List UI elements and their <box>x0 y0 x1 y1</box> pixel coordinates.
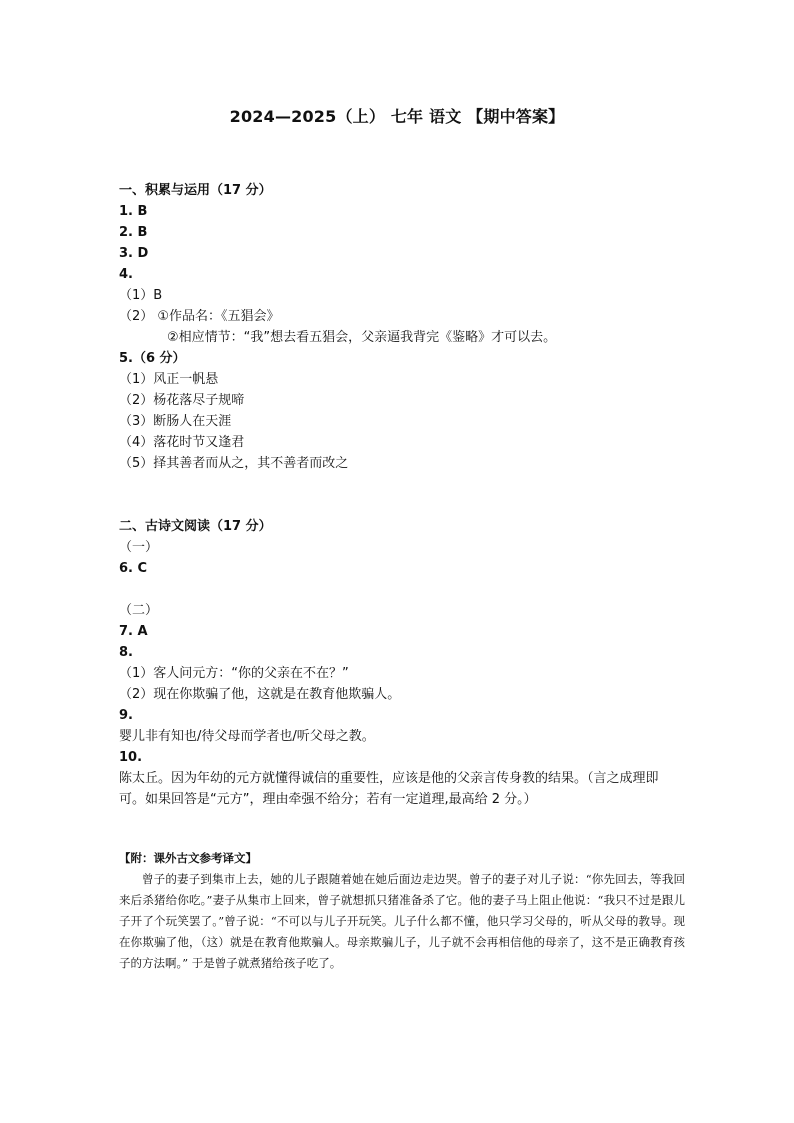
answer-q4-2a: （2） ①作品名：《五猖会》 <box>119 309 280 324</box>
answer-body <box>119 180 679 810</box>
part1-label: （一） <box>119 540 159 555</box>
answer-q5-1: （1）风正一帆悬 <box>119 372 219 387</box>
answer-q3: 3. D <box>119 246 149 261</box>
answer-q8: 8. <box>119 645 133 660</box>
answer-q10: 10. <box>119 750 143 765</box>
answer-q5: 5.（6 分） <box>119 351 186 366</box>
appendix-text: 曾子的妻子到集市上去，她的儿子跟随着她在她后面边走边哭。曾子的妻子对儿子说：“你先回去，等我回来后杀猪给你吃。”妻子从集市上回来，曾子就想抓只猪准备杀了它。他的妻子马上阻止他说：“我只不过是跟儿子开了个玩笑罢了。”曾子说：“不可以与儿子开玩笑。儿子什么都不懂，他只学习父母的，听从父母的教导。现在你欺骗了他，（这）就是在教育他欺骗人。母亲欺骗儿子，儿子就不会再相信他的母亲了，这不是正确教育孩子的方法啊。” 于是曾子就煮猪给孩子吃了。 <box>119 872 685 970</box>
appendix-translation <box>119 848 685 974</box>
answer-q10-text: 陈太丘。因为年幼的元方就懂得诚信的重要性，应该是他的父亲言传身教的结果。（言之成理即可。如果回答是“元方”，理由牵强不给分；若有一定道理,最高给 2 分。） <box>119 771 659 807</box>
answer-q5-4: （4）落花时节又逢君 <box>119 435 245 450</box>
spacer <box>119 579 679 600</box>
answer-q5-2: （2）杨花落尽子规啼 <box>119 393 245 408</box>
answer-q5-5: （5）择其善者而从之，其不善者而改之 <box>119 456 349 471</box>
answer-q8-2: （2）现在你欺骗了他，这就是在教育他欺骗人。 <box>119 687 401 702</box>
answer-q6: 6. C <box>119 561 148 576</box>
section1-heading: 一、积累与运用（17 分） <box>119 183 272 198</box>
answer-q1: 1. B <box>119 204 148 219</box>
answer-q4: 4. <box>119 267 133 282</box>
answer-q9-text: 婴儿非有知也/待父母而学者也/听父母之教。 <box>119 729 375 744</box>
answer-q8-1: （1）客人问元方：“你的父亲在不在？” <box>119 666 349 681</box>
answer-q4-2b: ②相应情节：“我”想去看五猖会，父亲逼我背完《鉴略》才可以去。 <box>167 330 557 345</box>
answer-q7: 7. A <box>119 624 148 639</box>
answer-q5-3: （3）断肠人在天涯 <box>119 414 232 429</box>
appendix-heading: 【附：课外古文参考译文】 <box>119 851 257 865</box>
spacer <box>119 474 679 516</box>
answer-q9: 9. <box>119 708 133 723</box>
part2-label: （二） <box>119 603 159 618</box>
section2-heading: 二、古诗文阅读（17 分） <box>119 519 272 534</box>
answer-q4-1: （1）B <box>119 288 163 303</box>
answer-q2: 2. B <box>119 225 148 240</box>
page-title: 2024—2025（上） 七年 语文 【期中答案】 <box>229 107 565 126</box>
